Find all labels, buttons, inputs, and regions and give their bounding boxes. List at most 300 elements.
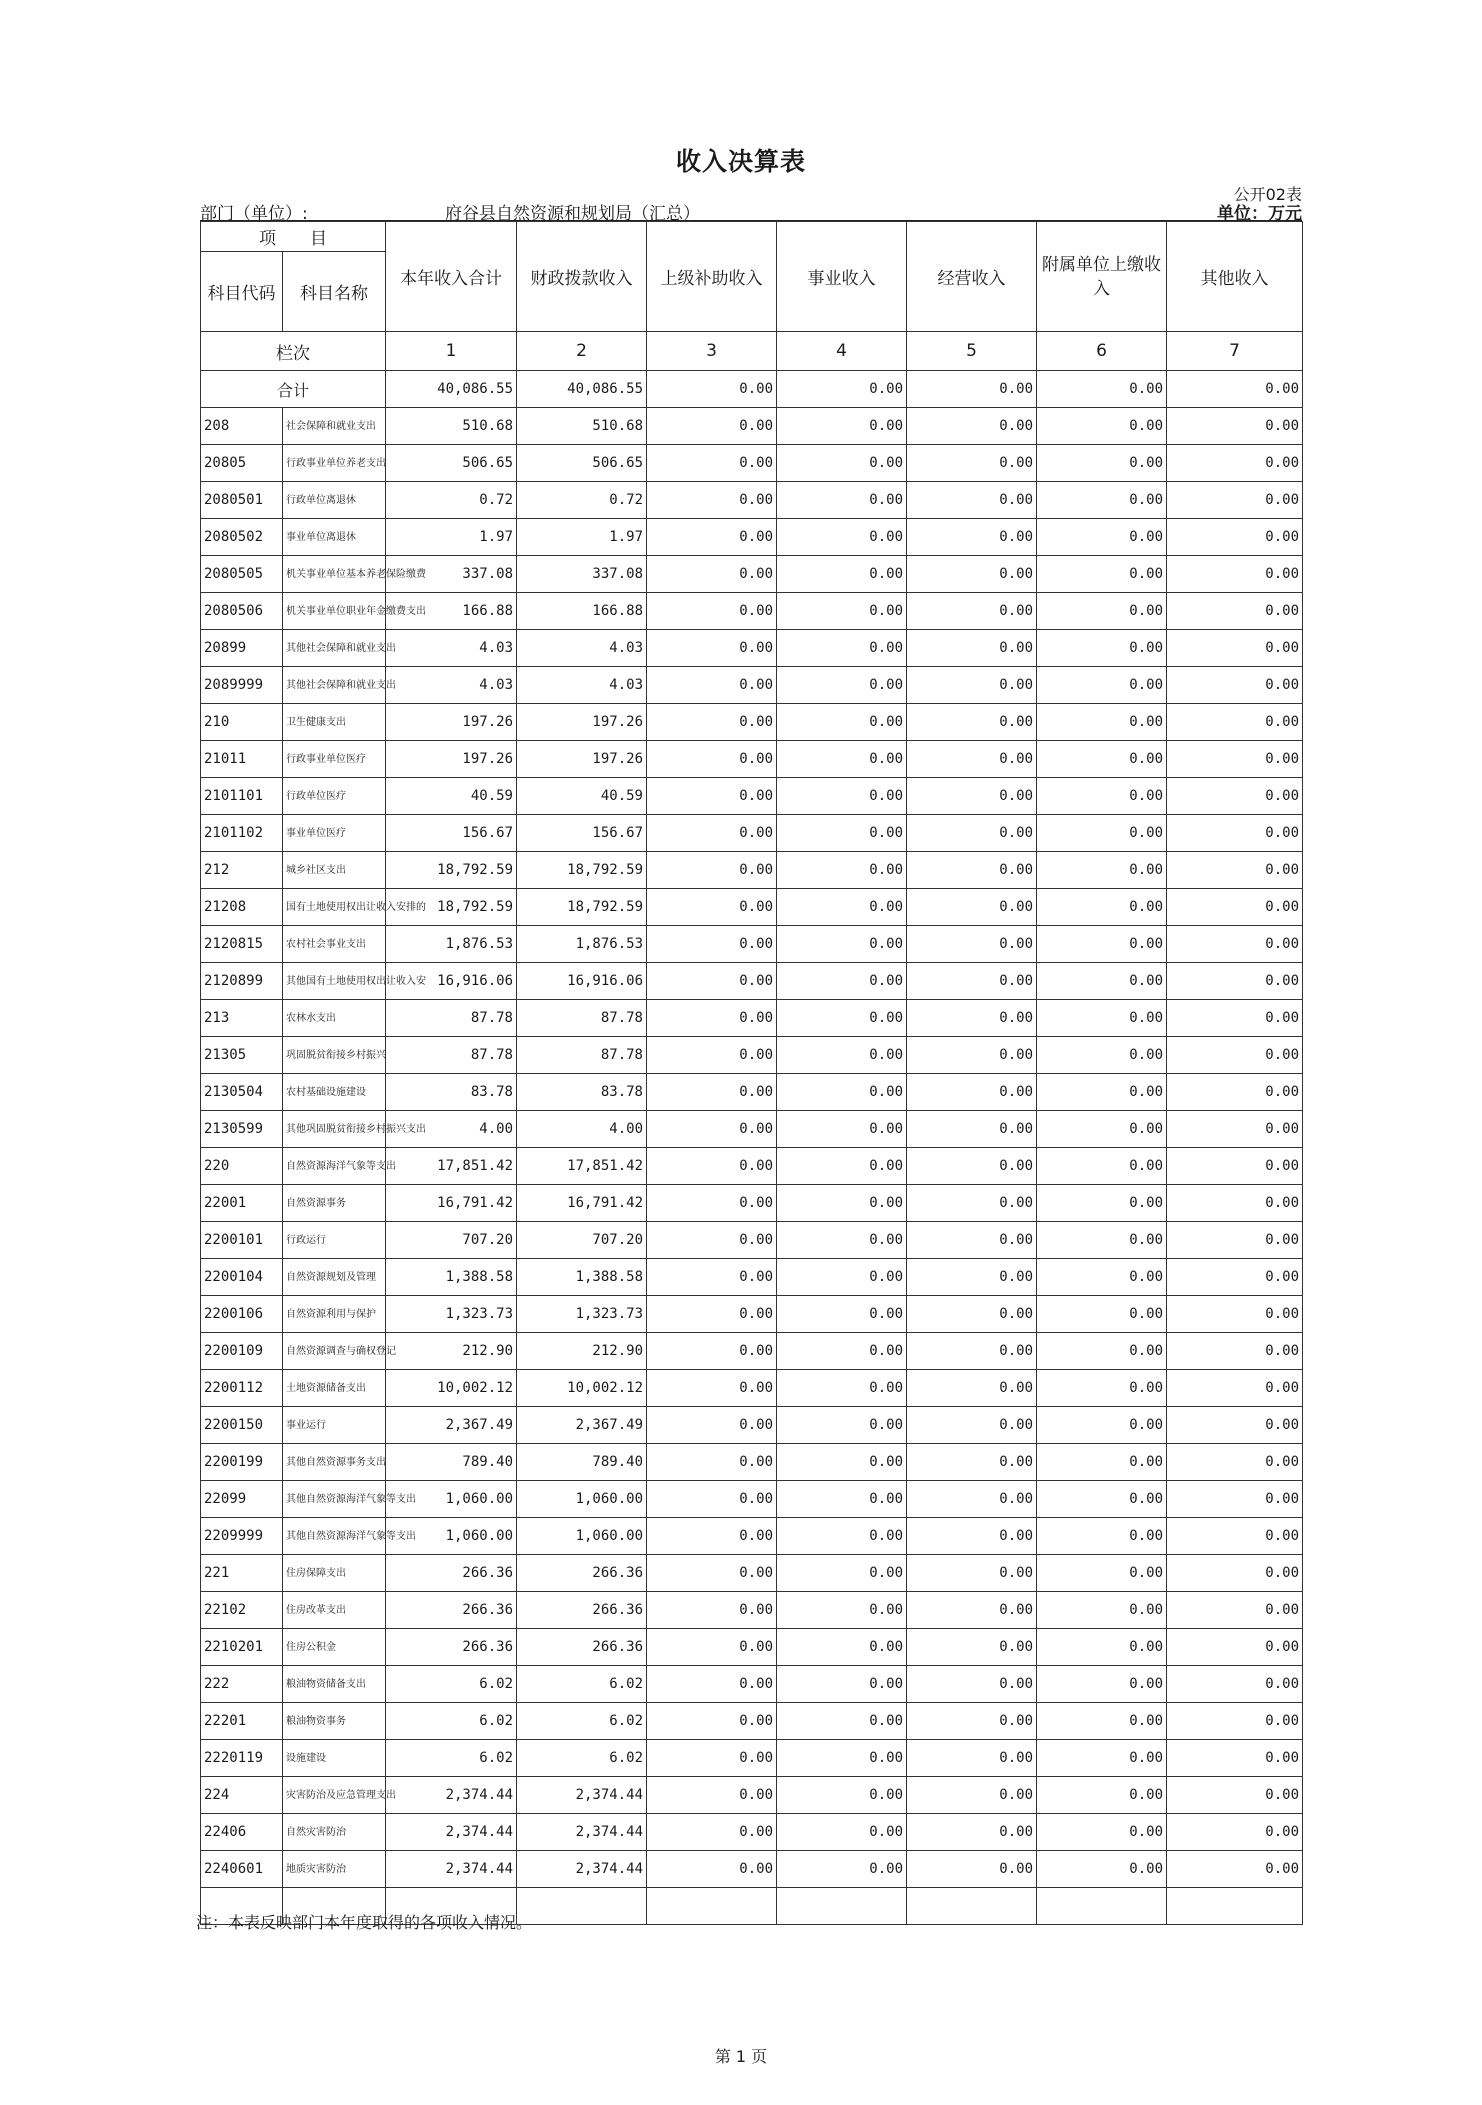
- amount-cell: 0.00: [777, 1777, 907, 1814]
- amount-cell: 0.00: [777, 1851, 907, 1888]
- amount-cell: 0.00: [777, 1037, 907, 1074]
- amount-cell: 0.00: [907, 1185, 1037, 1222]
- subject-code: 22001: [201, 1185, 283, 1222]
- amount-cell: 0.00: [647, 1814, 777, 1851]
- subject-name: 城乡社区支出: [283, 852, 386, 889]
- subject-code: 2200104: [201, 1259, 283, 1296]
- subject-code: 2240601: [201, 1851, 283, 1888]
- subject-code: 208: [201, 408, 283, 445]
- total-cell: 0.00: [907, 371, 1037, 408]
- amount-cell: 0.00: [777, 1148, 907, 1185]
- amount-cell: 1,060.00: [517, 1481, 647, 1518]
- amount-cell: 0.00: [907, 1481, 1037, 1518]
- amount-cell: 0.00: [1167, 1333, 1303, 1370]
- amount-cell: 87.78: [386, 1037, 517, 1074]
- amount-cell: 0.00: [647, 1518, 777, 1555]
- table-row: [201, 1185, 1303, 1222]
- table-row: [201, 1444, 1303, 1481]
- amount-cell: 0.00: [777, 1740, 907, 1777]
- amount-cell: 0.00: [907, 1444, 1037, 1481]
- amount-cell: 0.00: [1037, 1444, 1167, 1481]
- subject-name: 住房公积金: [283, 1629, 386, 1666]
- amount-cell: 0.00: [647, 1185, 777, 1222]
- subject-name: 卫生健康支出: [283, 704, 386, 741]
- amount-cell: 0.00: [647, 926, 777, 963]
- amount-cell: 0.00: [777, 815, 907, 852]
- amount-cell: 83.78: [517, 1074, 647, 1111]
- amount-cell: 0.00: [647, 1333, 777, 1370]
- amount-cell: 0.00: [1167, 1037, 1303, 1074]
- subject-code: 2209999: [201, 1518, 283, 1555]
- amount-cell: 87.78: [386, 1000, 517, 1037]
- subject-name: 其他巩固脱贫衔接乡村振兴支出: [283, 1111, 386, 1148]
- amount-cell: 0.00: [777, 519, 907, 556]
- amount-cell: 0.00: [1037, 1555, 1167, 1592]
- amount-cell: 0.00: [907, 1851, 1037, 1888]
- amount-cell: 6.02: [517, 1740, 647, 1777]
- amount-cell: 0.00: [1037, 1592, 1167, 1629]
- table-row: [201, 778, 1303, 815]
- amount-cell: 0.00: [1037, 1518, 1167, 1555]
- amount-cell: 0.00: [907, 1000, 1037, 1037]
- amount-cell: 197.26: [386, 704, 517, 741]
- subject-code: 2200106: [201, 1296, 283, 1333]
- subject-code: 22201: [201, 1703, 283, 1740]
- amount-cell: 0.00: [907, 1629, 1037, 1666]
- subject-name: 巩固脱贫衔接乡村振兴: [283, 1037, 386, 1074]
- amount-cell: 0.00: [647, 593, 777, 630]
- amount-cell: 2,374.44: [517, 1814, 647, 1851]
- subject-name: 自然资源利用与保护: [283, 1296, 386, 1333]
- amount-cell: 266.36: [386, 1555, 517, 1592]
- amount-cell: 212.90: [386, 1333, 517, 1370]
- col-number-4: 4: [777, 332, 907, 371]
- amount-cell: 0.00: [647, 963, 777, 1000]
- amount-cell: 0.00: [647, 1740, 777, 1777]
- amount-cell: 0.00: [777, 1555, 907, 1592]
- amount-cell: 6.02: [386, 1740, 517, 1777]
- amount-cell: 0.00: [1037, 1851, 1167, 1888]
- amount-cell: 0.00: [1167, 815, 1303, 852]
- table-row: [201, 593, 1303, 630]
- amount-cell: 0.00: [907, 667, 1037, 704]
- amount-cell: 0.00: [1167, 741, 1303, 778]
- amount-cell: 0.00: [1037, 1481, 1167, 1518]
- subject-name: 其他自然资源海洋气象等支出: [283, 1518, 386, 1555]
- table-row: [201, 1037, 1303, 1074]
- amount-cell: 18,792.59: [386, 852, 517, 889]
- amount-cell: 266.36: [517, 1592, 647, 1629]
- subject-code: 20899: [201, 630, 283, 667]
- amount-cell: 0.00: [647, 1074, 777, 1111]
- amount-cell: 0.00: [777, 852, 907, 889]
- amount-cell: 0.00: [1167, 1481, 1303, 1518]
- amount-cell: 0.00: [1167, 1259, 1303, 1296]
- amount-cell: 0.00: [647, 630, 777, 667]
- amount-cell: 0.00: [1167, 1740, 1303, 1777]
- table-row: [201, 1666, 1303, 1703]
- amount-cell: 0.00: [1167, 1592, 1303, 1629]
- amount-cell: 0.00: [1167, 1000, 1303, 1037]
- amount-cell: 510.68: [386, 408, 517, 445]
- amount-cell: 0.00: [647, 556, 777, 593]
- table-row: [201, 1629, 1303, 1666]
- table-row: [201, 1740, 1303, 1777]
- table-row: [201, 556, 1303, 593]
- amount-cell: 0.00: [1167, 1814, 1303, 1851]
- amount-cell: 2,374.44: [386, 1777, 517, 1814]
- amount-cell: 266.36: [517, 1629, 647, 1666]
- amount-cell: 40.59: [386, 778, 517, 815]
- subject-code: 221: [201, 1555, 283, 1592]
- amount-cell: 0.00: [907, 963, 1037, 1000]
- amount-cell: 0.00: [777, 445, 907, 482]
- amount-cell: 0.00: [647, 741, 777, 778]
- amount-cell: 0.00: [777, 1000, 907, 1037]
- form-code: 公开02表: [1233, 185, 1302, 204]
- blank-cell: [1037, 1888, 1167, 1925]
- amount-cell: 0.00: [1167, 852, 1303, 889]
- subject-code: 2130599: [201, 1111, 283, 1148]
- table-row: [201, 1851, 1303, 1888]
- amount-cell: 0.00: [647, 482, 777, 519]
- subject-name: 自然资源海洋气象等支出: [283, 1148, 386, 1185]
- amount-cell: 0.00: [1037, 815, 1167, 852]
- amount-cell: 0.00: [777, 741, 907, 778]
- table-row: [201, 1703, 1303, 1740]
- amount-cell: 0.00: [777, 1666, 907, 1703]
- amount-cell: 197.26: [517, 704, 647, 741]
- amount-cell: 337.08: [517, 556, 647, 593]
- table-row: [201, 482, 1303, 519]
- subject-name: 行政事业单位医疗: [283, 741, 386, 778]
- amount-cell: 6.02: [517, 1666, 647, 1703]
- code-header: 科目代码: [201, 252, 283, 332]
- total-cell: 0.00: [1037, 371, 1167, 408]
- amount-cell: 0.00: [777, 1518, 907, 1555]
- amount-cell: 0.00: [1167, 1444, 1303, 1481]
- amount-cell: 6.02: [517, 1703, 647, 1740]
- subject-code: 210: [201, 704, 283, 741]
- amount-cell: 0.72: [386, 482, 517, 519]
- amount-cell: 0.00: [1037, 1111, 1167, 1148]
- amount-cell: 4.00: [386, 1111, 517, 1148]
- amount-cell: 18,792.59: [517, 852, 647, 889]
- amount-cell: 0.00: [907, 1333, 1037, 1370]
- amount-cell: 16,916.06: [386, 963, 517, 1000]
- subject-code: 2200112: [201, 1370, 283, 1407]
- amount-cell: 0.00: [1037, 408, 1167, 445]
- name-header: 科目名称: [283, 252, 386, 332]
- amount-cell: 1,323.73: [386, 1296, 517, 1333]
- col-number-5: 5: [907, 332, 1037, 371]
- amount-cell: 0.00: [1167, 1148, 1303, 1185]
- amount-cell: 0.00: [1167, 556, 1303, 593]
- amount-cell: 0.00: [777, 1222, 907, 1259]
- amount-cell: 0.00: [907, 1407, 1037, 1444]
- table-row: [201, 1259, 1303, 1296]
- subject-name: 社会保障和就业支出: [283, 408, 386, 445]
- table-row: [201, 1407, 1303, 1444]
- amount-cell: 2,374.44: [386, 1851, 517, 1888]
- page-number: 第 1 页: [714, 2047, 768, 2066]
- amount-cell: 2,374.44: [517, 1851, 647, 1888]
- project-header: 项 目: [201, 222, 386, 252]
- amount-cell: 0.00: [777, 1259, 907, 1296]
- amount-cell: 0.00: [1037, 1814, 1167, 1851]
- amount-cell: 0.00: [907, 926, 1037, 963]
- col-number-2: 2: [517, 332, 647, 371]
- amount-cell: 0.00: [1037, 1407, 1167, 1444]
- amount-cell: 10,002.12: [517, 1370, 647, 1407]
- amount-cell: 1,876.53: [517, 926, 647, 963]
- amount-cell: 0.00: [1037, 1000, 1167, 1037]
- amount-cell: 0.00: [647, 1629, 777, 1666]
- amount-cell: 0.00: [1167, 519, 1303, 556]
- table-row: [201, 889, 1303, 926]
- subject-code: 2210201: [201, 1629, 283, 1666]
- amount-cell: 16,916.06: [517, 963, 647, 1000]
- amount-cell: 0.00: [1167, 1629, 1303, 1666]
- amount-cell: 337.08: [386, 556, 517, 593]
- subject-code: 2120899: [201, 963, 283, 1000]
- amount-cell: 0.00: [907, 556, 1037, 593]
- blank-cell: [1167, 1888, 1303, 1925]
- amount-cell: 4.03: [517, 667, 647, 704]
- amount-cell: 506.65: [517, 445, 647, 482]
- amount-cell: 0.00: [647, 408, 777, 445]
- table-row: [201, 1000, 1303, 1037]
- subject-code: 22099: [201, 1481, 283, 1518]
- amount-cell: 0.00: [647, 1259, 777, 1296]
- amount-cell: 4.00: [517, 1111, 647, 1148]
- amount-cell: 4.03: [386, 630, 517, 667]
- subject-name: 住房保障支出: [283, 1555, 386, 1592]
- table-row: [201, 1518, 1303, 1555]
- amount-cell: 0.00: [1037, 852, 1167, 889]
- subject-name: 农林水支出: [283, 1000, 386, 1037]
- amount-cell: 0.00: [1167, 704, 1303, 741]
- amount-cell: 212.90: [517, 1333, 647, 1370]
- amount-cell: 197.26: [386, 741, 517, 778]
- amount-cell: 0.00: [647, 1444, 777, 1481]
- amount-cell: 0.00: [1037, 630, 1167, 667]
- blank-cell: [647, 1888, 777, 1925]
- subject-name: 自然灾害防治: [283, 1814, 386, 1851]
- lanci-header: 栏次: [201, 332, 386, 371]
- income-table: [200, 221, 1303, 1925]
- amount-cell: 0.00: [647, 1296, 777, 1333]
- amount-cell: 0.00: [777, 1185, 907, 1222]
- amount-cell: 6.02: [386, 1703, 517, 1740]
- amount-cell: 0.00: [907, 1666, 1037, 1703]
- amount-cell: 0.00: [1037, 556, 1167, 593]
- amount-cell: 0.00: [1167, 926, 1303, 963]
- amount-cell: 0.00: [1167, 889, 1303, 926]
- amount-cell: 0.00: [1167, 1851, 1303, 1888]
- subject-name: 灾害防治及应急管理支出: [283, 1777, 386, 1814]
- amount-cell: 1,060.00: [517, 1518, 647, 1555]
- amount-cell: 0.00: [907, 815, 1037, 852]
- table-row: [201, 408, 1303, 445]
- amount-cell: 166.88: [386, 593, 517, 630]
- amount-cell: 0.00: [1037, 1703, 1167, 1740]
- amount-cell: 1,388.58: [386, 1259, 517, 1296]
- subject-code: 220: [201, 1148, 283, 1185]
- total-cell: 0.00: [777, 371, 907, 408]
- col-header-5: 经营收入: [907, 222, 1037, 332]
- table-row: [201, 445, 1303, 482]
- amount-cell: 87.78: [517, 1037, 647, 1074]
- amount-cell: 0.00: [1037, 963, 1167, 1000]
- amount-cell: 0.00: [1037, 889, 1167, 926]
- amount-cell: 0.00: [907, 1518, 1037, 1555]
- department-name: 府谷县自然资源和规划局（汇总）: [445, 204, 700, 224]
- col-header-3: 上级补助收入: [647, 222, 777, 332]
- subject-code: 22102: [201, 1592, 283, 1629]
- subject-code: 2200150: [201, 1407, 283, 1444]
- amount-cell: 0.00: [1037, 1629, 1167, 1666]
- col-number-7: 7: [1167, 332, 1303, 371]
- amount-cell: 0.00: [1167, 1185, 1303, 1222]
- amount-cell: 0.00: [1167, 1777, 1303, 1814]
- amount-cell: 0.00: [1037, 519, 1167, 556]
- table-row: [201, 852, 1303, 889]
- amount-cell: 0.00: [647, 704, 777, 741]
- amount-cell: 0.00: [907, 1074, 1037, 1111]
- amount-cell: 0.00: [647, 815, 777, 852]
- amount-cell: 0.00: [647, 778, 777, 815]
- table-row: [201, 704, 1303, 741]
- amount-cell: 506.65: [386, 445, 517, 482]
- subject-name: 粮油物资事务: [283, 1703, 386, 1740]
- amount-cell: 0.00: [647, 1222, 777, 1259]
- amount-cell: 1.97: [386, 519, 517, 556]
- amount-cell: 0.00: [647, 1703, 777, 1740]
- amount-cell: 0.00: [907, 778, 1037, 815]
- subject-code: 21305: [201, 1037, 283, 1074]
- subject-name: 行政运行: [283, 1222, 386, 1259]
- amount-cell: 0.00: [907, 889, 1037, 926]
- amount-cell: 197.26: [517, 741, 647, 778]
- subject-name: 土地资源储备支出: [283, 1370, 386, 1407]
- amount-cell: 0.00: [647, 1148, 777, 1185]
- amount-cell: 2,374.44: [386, 1814, 517, 1851]
- amount-cell: 0.00: [1037, 1074, 1167, 1111]
- subject-code: 2120815: [201, 926, 283, 963]
- amount-cell: 0.00: [1037, 1777, 1167, 1814]
- table-row: [201, 963, 1303, 1000]
- amount-cell: 156.67: [517, 815, 647, 852]
- table-row: [201, 1370, 1303, 1407]
- amount-cell: 2,374.44: [517, 1777, 647, 1814]
- subject-code: 21011: [201, 741, 283, 778]
- subject-code: 2200109: [201, 1333, 283, 1370]
- subject-name: 国有土地使用权出让收入安排的: [283, 889, 386, 926]
- amount-cell: 0.00: [907, 593, 1037, 630]
- subject-code: 2080502: [201, 519, 283, 556]
- table-row: [201, 519, 1303, 556]
- amount-cell: 0.00: [777, 704, 907, 741]
- amount-cell: 0.00: [647, 1666, 777, 1703]
- amount-cell: 0.00: [777, 556, 907, 593]
- blank-cell: [907, 1888, 1037, 1925]
- amount-cell: 707.20: [386, 1222, 517, 1259]
- amount-cell: 0.00: [777, 889, 907, 926]
- amount-cell: 0.00: [647, 1851, 777, 1888]
- amount-cell: 0.00: [1167, 1555, 1303, 1592]
- col-number-1: 1: [386, 332, 517, 371]
- amount-cell: 0.00: [777, 778, 907, 815]
- subject-name: 事业单位离退休: [283, 519, 386, 556]
- amount-cell: 0.00: [647, 1777, 777, 1814]
- subject-name: 其他自然资源事务支出: [283, 1444, 386, 1481]
- amount-cell: 0.00: [907, 1777, 1037, 1814]
- amount-cell: 0.00: [907, 1222, 1037, 1259]
- amount-cell: 0.00: [647, 1481, 777, 1518]
- amount-cell: 0.00: [907, 519, 1037, 556]
- subject-name: 事业单位医疗: [283, 815, 386, 852]
- subject-code: 2130504: [201, 1074, 283, 1111]
- subject-code: 2080506: [201, 593, 283, 630]
- amount-cell: 0.00: [1167, 1407, 1303, 1444]
- amount-cell: 0.00: [1037, 704, 1167, 741]
- amount-cell: 0.00: [1167, 630, 1303, 667]
- amount-cell: 707.20: [517, 1222, 647, 1259]
- amount-cell: 0.00: [907, 852, 1037, 889]
- amount-cell: 0.00: [777, 1074, 907, 1111]
- subject-name: 农村基础设施建设: [283, 1074, 386, 1111]
- amount-cell: 0.00: [1167, 482, 1303, 519]
- amount-cell: 0.00: [1167, 1222, 1303, 1259]
- amount-cell: 266.36: [517, 1555, 647, 1592]
- amount-cell: 18,792.59: [386, 889, 517, 926]
- amount-cell: 0.00: [907, 741, 1037, 778]
- amount-cell: 0.00: [777, 1407, 907, 1444]
- amount-cell: 0.00: [1037, 1148, 1167, 1185]
- amount-cell: 0.00: [777, 1481, 907, 1518]
- amount-cell: 2,367.49: [386, 1407, 517, 1444]
- blank-cell: [517, 1888, 647, 1925]
- amount-cell: 0.00: [777, 963, 907, 1000]
- department-row: [200, 199, 1302, 224]
- amount-cell: 0.00: [647, 889, 777, 926]
- amount-cell: 789.40: [386, 1444, 517, 1481]
- amount-cell: 0.00: [1037, 1370, 1167, 1407]
- amount-cell: 0.00: [907, 1037, 1037, 1074]
- amount-cell: 1,388.58: [517, 1259, 647, 1296]
- amount-cell: 0.00: [777, 1629, 907, 1666]
- subject-name: 地质灾害防治: [283, 1851, 386, 1888]
- amount-cell: 1,060.00: [386, 1481, 517, 1518]
- amount-cell: 1.97: [517, 519, 647, 556]
- table-row: [201, 1814, 1303, 1851]
- subject-name: 农村社会事业支出: [283, 926, 386, 963]
- amount-cell: 0.00: [1167, 408, 1303, 445]
- amount-cell: 0.00: [777, 630, 907, 667]
- amount-cell: 510.68: [517, 408, 647, 445]
- amount-cell: 1,876.53: [386, 926, 517, 963]
- amount-cell: 16,791.42: [386, 1185, 517, 1222]
- subject-code: 2101102: [201, 815, 283, 852]
- amount-cell: 0.00: [1037, 1222, 1167, 1259]
- amount-cell: 0.00: [777, 1296, 907, 1333]
- amount-cell: 266.36: [386, 1629, 517, 1666]
- amount-cell: 40.59: [517, 778, 647, 815]
- subject-code: 213: [201, 1000, 283, 1037]
- amount-cell: 0.00: [777, 1370, 907, 1407]
- amount-cell: 10,002.12: [386, 1370, 517, 1407]
